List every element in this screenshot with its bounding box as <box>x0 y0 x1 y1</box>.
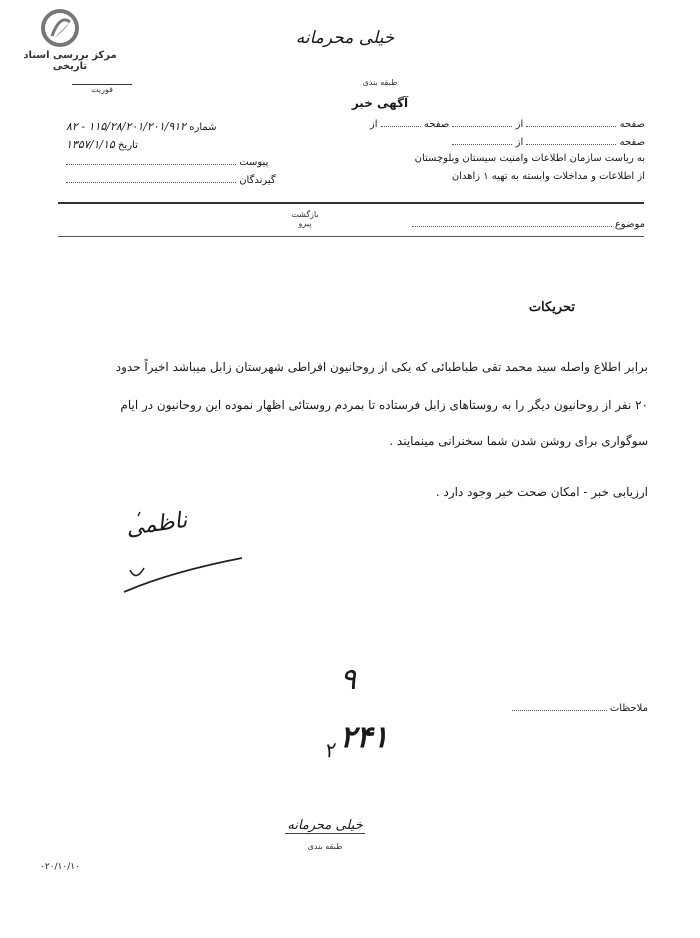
evaluation-text: ارزیابی خبر - امکان صحت خبر وجود دارد . <box>435 485 648 499</box>
subject-separator <box>58 236 644 237</box>
recipients-label: گیرندگان <box>239 175 276 186</box>
body-heading: تحریکات <box>528 300 575 315</box>
to-row <box>415 153 645 164</box>
signature-text: ناظمی <box>124 507 189 542</box>
paragraph-line-1: برابر اطلاع واصله سید محمد تقی طباطبائی که یکی از روحانیون افراطی شهرستان زابل میباشد اخیراً حدود <box>115 360 648 374</box>
reference-label: بازگشت <box>291 210 319 219</box>
page-label-3: صفحه <box>619 137 645 148</box>
page-label: صفحه <box>619 119 645 130</box>
from-label-3: از <box>515 137 524 148</box>
attachment-label: پیوست <box>239 157 269 168</box>
header-separator <box>58 202 644 204</box>
recipients-row <box>66 174 311 186</box>
number-label: شماره <box>189 122 217 133</box>
remarks-row <box>512 702 648 714</box>
doc-type: آگهی خبر <box>351 96 409 110</box>
classification-label-bottom: طبقه بندی <box>307 842 343 851</box>
archive-logo-icon <box>40 8 80 48</box>
date-value: ۱۳۵۷/۱/۱۵ <box>66 138 115 151</box>
logo-caption: مرکز بررسی اسناد تاریخی <box>23 50 117 72</box>
subject-label: موضوع <box>614 219 645 230</box>
date-label: تاریخ <box>117 140 138 151</box>
remarks-label: ملاحظات <box>609 703 648 714</box>
page-row-2 <box>452 136 645 148</box>
classification-bottom: خیلی محرمانه <box>285 818 365 834</box>
paragraph-line-3: سوگواری برای روشن شدن شما سخنرانی مینمایند . <box>389 434 648 448</box>
from-label-2: از <box>369 119 378 130</box>
number-row <box>66 120 311 133</box>
number-value: ۱۱۵/۲۸/۲۰۱/۲۰۱/۹۱۲ - ۸۲ <box>66 120 187 133</box>
form-code: ۰۲۰/۱۰/۱۰ <box>40 862 80 872</box>
hand-number: ۲۴۱ <box>340 720 389 755</box>
classification-top: خیلی محرمانه <box>295 28 395 48</box>
hand-number-top: ۹ <box>340 662 357 697</box>
page-label-2: صفحه <box>423 119 450 130</box>
hand-number-prefix: ۲ <box>321 737 337 763</box>
urgency-label: فوریت <box>91 85 113 94</box>
urgency-field <box>72 82 132 94</box>
recipients-value-row <box>452 171 645 182</box>
subject-row <box>412 218 645 230</box>
date-row <box>66 138 311 151</box>
from-label: از <box>515 119 524 130</box>
recipients-value: از اطلاعات و مداخلات وابسته به تهیه ۱ زاهدان <box>451 171 645 182</box>
classification-label-top: طبقه بندی <box>362 78 398 87</box>
attachment-row <box>66 156 311 168</box>
page-row-1 <box>370 118 645 130</box>
to-value: به ریاست سازمان اطلاعات وامنیت سیستان وبلوچستان <box>414 153 645 164</box>
paragraph-line-2: ۲۰ نفر از روحانیون دیگر را به روستاهای زابل فرستاده تا بمردم روستائی اظهار نموده این روحانیون در ایام <box>120 398 648 412</box>
reference-field <box>285 210 325 228</box>
signature-stroke-icon <box>110 507 250 600</box>
reference-sub: پیرو <box>298 219 312 228</box>
